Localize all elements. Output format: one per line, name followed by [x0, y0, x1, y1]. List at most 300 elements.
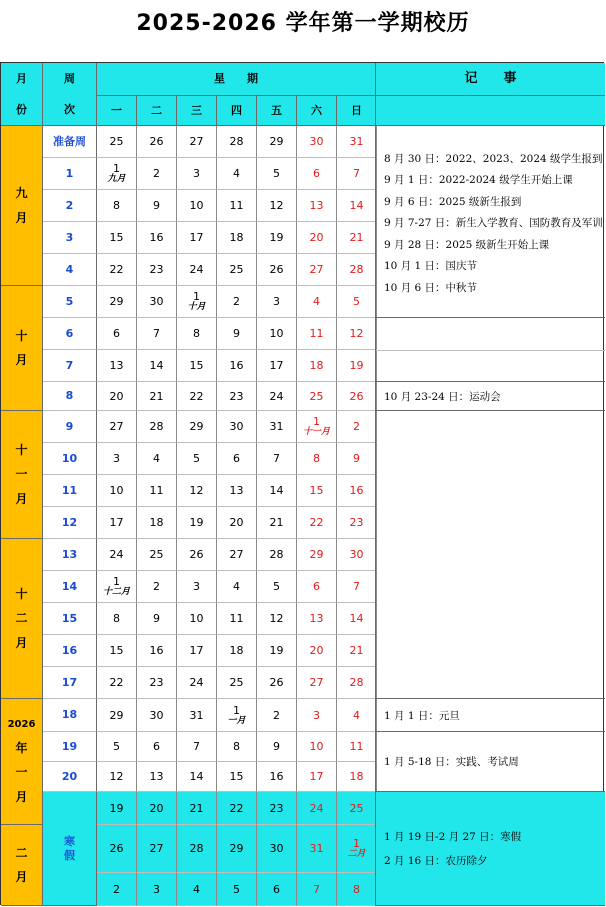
day-number: 20 — [149, 801, 164, 815]
day-cell — [177, 635, 217, 667]
day-cell — [177, 286, 217, 318]
day-cell — [137, 539, 177, 571]
day-number: 28 — [349, 676, 364, 689]
day-number: 18 — [349, 770, 364, 783]
day-cell — [97, 699, 137, 732]
day-cell — [97, 222, 137, 254]
day-number: 18 — [309, 359, 324, 372]
day-number: 3 — [273, 295, 280, 308]
day-number: 29 — [109, 295, 124, 308]
day-cell — [297, 603, 337, 635]
day-cell — [177, 571, 217, 603]
day-cell — [97, 318, 137, 350]
week-number: 14 — [43, 571, 97, 603]
day-number: 18 — [149, 516, 164, 529]
day-cell — [177, 475, 217, 507]
day-number: 21 — [349, 644, 364, 657]
month-label: 一 — [15, 467, 28, 482]
note-line: 8 月 30 日：2022、2023、2024 级学生报到 — [384, 152, 603, 165]
day-number: 26 — [269, 263, 284, 276]
day-cell — [97, 792, 137, 825]
day-cell — [97, 603, 137, 635]
month-label: 十 — [15, 586, 28, 601]
day-number: 7 — [153, 327, 160, 340]
month-start-label: 二月 — [347, 849, 366, 859]
month-cell — [1, 286, 43, 411]
day-cell — [217, 762, 257, 792]
day-cell — [177, 873, 217, 906]
day-number: 7 — [313, 882, 320, 896]
notes-block — [376, 411, 605, 699]
note-line: 2 月 16 日：农历除夕 — [384, 855, 488, 867]
day-number: 19 — [349, 359, 364, 372]
header-week-char: 周 — [64, 71, 75, 85]
day-cell — [337, 443, 377, 475]
day-number: 7 — [273, 452, 280, 465]
day-cell — [297, 635, 337, 667]
header-weekday: 六 — [297, 96, 337, 126]
header-month — [1, 63, 43, 126]
day-cell — [97, 382, 137, 411]
day-number: 15 — [109, 231, 124, 244]
note-line: 9 月 28 日：2025 级新生开始上课 — [384, 238, 550, 251]
day-number: 1 — [233, 703, 240, 717]
day-number: 18 — [229, 644, 244, 657]
day-number: 7 — [353, 167, 360, 180]
day-number: 25 — [229, 676, 244, 689]
day-cell — [337, 222, 377, 254]
header-notes-blank — [376, 96, 605, 126]
day-cell — [217, 507, 257, 539]
day-number: 2 — [273, 708, 280, 722]
day-number: 30 — [349, 548, 364, 561]
month-label: 二 — [15, 845, 28, 860]
day-cell — [337, 158, 377, 190]
day-number: 3 — [313, 708, 320, 722]
day-cell — [337, 792, 377, 825]
page-title: 2025-2026 学年第一学期校历 — [136, 11, 470, 36]
week-number: 11 — [43, 475, 97, 507]
day-cell — [177, 732, 217, 762]
day-number: 4 — [353, 708, 360, 722]
day-cell — [257, 699, 297, 732]
day-number: 13 — [309, 612, 324, 625]
day-cell — [217, 539, 257, 571]
notes-block — [376, 699, 605, 732]
day-cell — [177, 603, 217, 635]
note-line: 9 月 7-27 日：新生入学教育、国防教育及军训 — [384, 217, 603, 230]
note-line: 1 月 1 日：元旦 — [384, 709, 460, 722]
day-number: 11 — [229, 199, 244, 212]
day-cell — [217, 603, 257, 635]
header-weekday: 二 — [137, 96, 177, 126]
day-number: 3 — [153, 882, 160, 896]
day-cell — [97, 411, 137, 443]
day-number: 15 — [189, 359, 204, 372]
day-number: 17 — [269, 359, 284, 372]
day-number: 16 — [149, 644, 164, 657]
day-cell — [177, 382, 217, 411]
day-number: 1 — [313, 415, 320, 428]
day-cell — [257, 603, 297, 635]
day-cell — [137, 792, 177, 825]
month-start-label: 十一月 — [302, 427, 330, 437]
day-number: 31 — [309, 842, 324, 855]
day-number: 27 — [189, 135, 204, 148]
day-cell — [177, 443, 217, 475]
header-weekday: 四 — [217, 96, 257, 126]
day-number: 22 — [309, 516, 324, 529]
day-cell — [137, 475, 177, 507]
day-cell — [297, 286, 337, 318]
day-number: 23 — [229, 389, 244, 403]
day-number: 2 — [233, 295, 240, 308]
day-cell — [217, 254, 257, 286]
day-number: 12 — [349, 327, 364, 340]
day-cell — [297, 475, 337, 507]
day-number: 5 — [233, 882, 240, 896]
day-number: 24 — [189, 263, 204, 276]
day-cell — [297, 411, 337, 443]
day-cell — [337, 732, 377, 762]
day-cell — [257, 539, 297, 571]
day-number: 1 — [113, 162, 120, 175]
day-number: 2 — [153, 167, 160, 180]
day-number: 31 — [269, 420, 284, 433]
day-cell — [177, 539, 217, 571]
day-cell — [177, 667, 217, 699]
day-cell — [257, 635, 297, 667]
day-number: 19 — [269, 644, 284, 657]
day-cell — [177, 762, 217, 792]
day-cell — [297, 762, 337, 792]
week-number: 20 — [43, 762, 97, 792]
day-number: 17 — [109, 516, 124, 529]
day-number: 14 — [349, 199, 364, 212]
day-cell — [177, 411, 217, 443]
day-cell — [97, 825, 137, 873]
day-cell — [97, 635, 137, 667]
day-cell — [337, 254, 377, 286]
day-number: 23 — [149, 676, 164, 689]
day-cell — [297, 507, 337, 539]
day-cell — [97, 667, 137, 699]
month-cell — [1, 126, 43, 286]
day-number: 5 — [353, 295, 360, 308]
day-number: 3 — [113, 452, 120, 465]
day-number: 3 — [193, 167, 200, 180]
day-number: 13 — [109, 359, 124, 372]
day-cell — [257, 254, 297, 286]
day-cell — [177, 190, 217, 222]
notes-block — [376, 792, 605, 906]
day-cell — [217, 792, 257, 825]
day-number: 1 — [193, 290, 200, 303]
day-number: 4 — [193, 882, 200, 896]
day-cell — [217, 699, 257, 732]
day-number: 10 — [189, 612, 204, 625]
day-number: 16 — [229, 359, 244, 372]
day-number: 11 — [149, 484, 164, 497]
day-cell — [337, 539, 377, 571]
day-cell — [137, 507, 177, 539]
day-number: 14 — [349, 612, 364, 625]
day-cell — [137, 603, 177, 635]
month-label: 年 — [15, 740, 28, 755]
day-number: 8 — [233, 740, 240, 753]
day-cell — [257, 571, 297, 603]
day-cell — [297, 190, 337, 222]
day-number: 29 — [189, 420, 204, 433]
day-number: 27 — [229, 548, 244, 561]
day-cell — [337, 873, 377, 906]
day-cell — [257, 762, 297, 792]
day-cell — [257, 792, 297, 825]
day-cell — [297, 254, 337, 286]
note-line: 9 月 6 日：2025 级新生报到 — [384, 195, 522, 208]
day-cell — [137, 443, 177, 475]
day-cell — [217, 222, 257, 254]
day-number: 7 — [193, 740, 200, 753]
day-cell — [297, 222, 337, 254]
day-cell — [257, 825, 297, 873]
day-number: 30 — [149, 708, 164, 722]
header-weekday: 日 — [337, 96, 377, 126]
day-number: 2 — [113, 882, 120, 896]
day-number: 4 — [153, 452, 160, 465]
day-number: 14 — [149, 359, 164, 372]
day-number: 22 — [109, 676, 124, 689]
day-number: 27 — [309, 263, 324, 276]
note-line: 10 月 6 日：中秋节 — [384, 281, 478, 294]
month-label: 月 — [15, 789, 28, 804]
day-cell — [137, 762, 177, 792]
day-cell — [97, 254, 137, 286]
day-cell — [257, 873, 297, 906]
day-cell — [137, 126, 177, 158]
day-number: 30 — [229, 420, 244, 433]
day-cell — [257, 318, 297, 350]
day-cell — [217, 732, 257, 762]
day-number: 12 — [269, 199, 284, 212]
calendar-table — [0, 62, 604, 905]
day-number: 26 — [269, 676, 284, 689]
day-cell — [177, 792, 217, 825]
day-number: 4 — [313, 295, 320, 308]
day-number: 5 — [273, 580, 280, 593]
day-number: 19 — [189, 516, 204, 529]
day-number: 21 — [269, 516, 284, 529]
day-cell — [97, 507, 137, 539]
day-number: 16 — [349, 484, 364, 497]
day-cell — [137, 254, 177, 286]
day-cell — [217, 667, 257, 699]
day-number: 27 — [109, 420, 124, 433]
day-number: 6 — [153, 740, 160, 753]
week-number: 10 — [43, 443, 97, 475]
day-number: 13 — [149, 770, 164, 783]
day-cell — [97, 443, 137, 475]
month-label: 一 — [15, 765, 28, 780]
day-number: 31 — [349, 135, 364, 148]
day-number: 17 — [189, 644, 204, 657]
day-number: 15 — [309, 484, 324, 497]
week-number: 13 — [43, 539, 97, 571]
day-number: 13 — [309, 199, 324, 212]
day-number: 4 — [233, 580, 240, 593]
day-number: 28 — [269, 548, 284, 561]
day-cell — [257, 507, 297, 539]
month-label: 月 — [15, 870, 28, 884]
day-cell — [337, 571, 377, 603]
header-weekday: 三 — [177, 96, 217, 126]
header-week — [43, 63, 97, 126]
day-number: 6 — [233, 452, 240, 465]
day-number: 30 — [269, 842, 284, 855]
day-cell — [257, 286, 297, 318]
day-number: 28 — [149, 420, 164, 433]
day-cell — [217, 411, 257, 443]
day-cell — [217, 190, 257, 222]
day-cell — [257, 126, 297, 158]
day-number: 16 — [269, 770, 284, 783]
week-number: 准备周 — [43, 126, 97, 158]
day-number: 27 — [149, 842, 164, 855]
day-cell — [297, 732, 337, 762]
week-number: 15 — [43, 603, 97, 635]
day-number: 17 — [189, 231, 204, 244]
day-cell — [177, 158, 217, 190]
day-cell — [297, 126, 337, 158]
month-label: 月 — [15, 210, 28, 225]
day-cell — [137, 222, 177, 254]
day-cell — [217, 382, 257, 411]
month-cell — [1, 539, 43, 699]
day-number: 18 — [229, 231, 244, 244]
day-cell — [177, 699, 217, 732]
month-start-label: 一月 — [227, 715, 246, 726]
day-number: 26 — [109, 842, 124, 855]
day-cell — [337, 318, 377, 350]
day-number: 25 — [149, 548, 164, 561]
header-weekday: 一 — [97, 96, 137, 126]
day-number: 10 — [269, 327, 284, 340]
notes-divider — [375, 63, 376, 906]
day-number: 31 — [189, 708, 204, 722]
day-number: 24 — [189, 676, 204, 689]
day-number: 8 — [193, 327, 200, 340]
day-cell — [337, 382, 377, 411]
day-number: 19 — [269, 231, 284, 244]
day-cell — [137, 732, 177, 762]
day-cell — [297, 873, 337, 906]
day-number: 20 — [309, 644, 324, 657]
day-number: 2 — [353, 420, 360, 433]
day-number: 11 — [349, 740, 364, 753]
day-number: 23 — [349, 516, 364, 529]
week-number: 3 — [43, 222, 97, 254]
day-cell — [97, 190, 137, 222]
day-cell — [97, 286, 137, 318]
day-number: 28 — [349, 263, 364, 276]
day-cell — [177, 222, 217, 254]
day-number: 26 — [149, 135, 164, 148]
day-cell — [297, 539, 337, 571]
header-month-char: 份 — [16, 102, 27, 116]
day-cell — [217, 318, 257, 350]
day-number: 1 — [353, 837, 360, 850]
day-number: 7 — [353, 580, 360, 593]
note-line: 1 月 19 日-2 月 27 日：寒假 — [384, 831, 522, 843]
day-cell — [97, 158, 137, 190]
day-cell — [177, 126, 217, 158]
day-number: 14 — [269, 484, 284, 497]
week-number: 4 — [43, 254, 97, 286]
day-number: 25 — [309, 389, 324, 403]
day-number: 5 — [193, 452, 200, 465]
day-number: 21 — [189, 801, 204, 815]
day-cell — [337, 825, 377, 873]
week-number: 2 — [43, 190, 97, 222]
day-cell — [97, 539, 137, 571]
month-start-label: 十二月 — [102, 587, 130, 597]
day-cell — [257, 443, 297, 475]
day-number: 22 — [109, 263, 124, 276]
day-number: 20 — [309, 231, 324, 244]
day-cell — [137, 571, 177, 603]
day-cell — [337, 411, 377, 443]
day-number: 16 — [149, 231, 164, 244]
month-label: 十 — [15, 442, 28, 457]
day-number: 28 — [189, 842, 204, 855]
day-number: 10 — [189, 199, 204, 212]
week-number: 12 — [43, 507, 97, 539]
day-number: 25 — [349, 801, 364, 815]
day-cell — [337, 126, 377, 158]
day-cell — [137, 318, 177, 350]
week-number: 7 — [43, 350, 97, 382]
day-cell — [217, 873, 257, 906]
day-cell — [217, 635, 257, 667]
day-cell — [337, 699, 377, 732]
day-number: 27 — [309, 676, 324, 689]
day-cell — [257, 158, 297, 190]
day-number: 8 — [313, 452, 320, 465]
day-number: 12 — [109, 770, 124, 783]
week-number: 9 — [43, 411, 97, 443]
day-cell — [297, 318, 337, 350]
header-month-char: 月 — [16, 71, 27, 85]
week-number: 1 — [43, 158, 97, 190]
month-label: 月 — [15, 353, 28, 367]
month-start-label: 十月 — [187, 302, 206, 312]
day-cell — [137, 411, 177, 443]
day-number: 9 — [153, 199, 160, 212]
day-cell — [97, 571, 137, 603]
day-cell — [137, 158, 177, 190]
month-label: 月 — [15, 491, 28, 506]
week-number: 5 — [43, 286, 97, 318]
day-number: 8 — [113, 199, 120, 212]
week-number: 19 — [43, 732, 97, 762]
day-number: 6 — [113, 327, 120, 340]
day-number: 29 — [229, 842, 244, 855]
day-cell — [97, 762, 137, 792]
notes-block — [376, 382, 605, 411]
winter-vacation-label — [43, 792, 97, 906]
day-cell — [337, 475, 377, 507]
day-cell — [97, 126, 137, 158]
